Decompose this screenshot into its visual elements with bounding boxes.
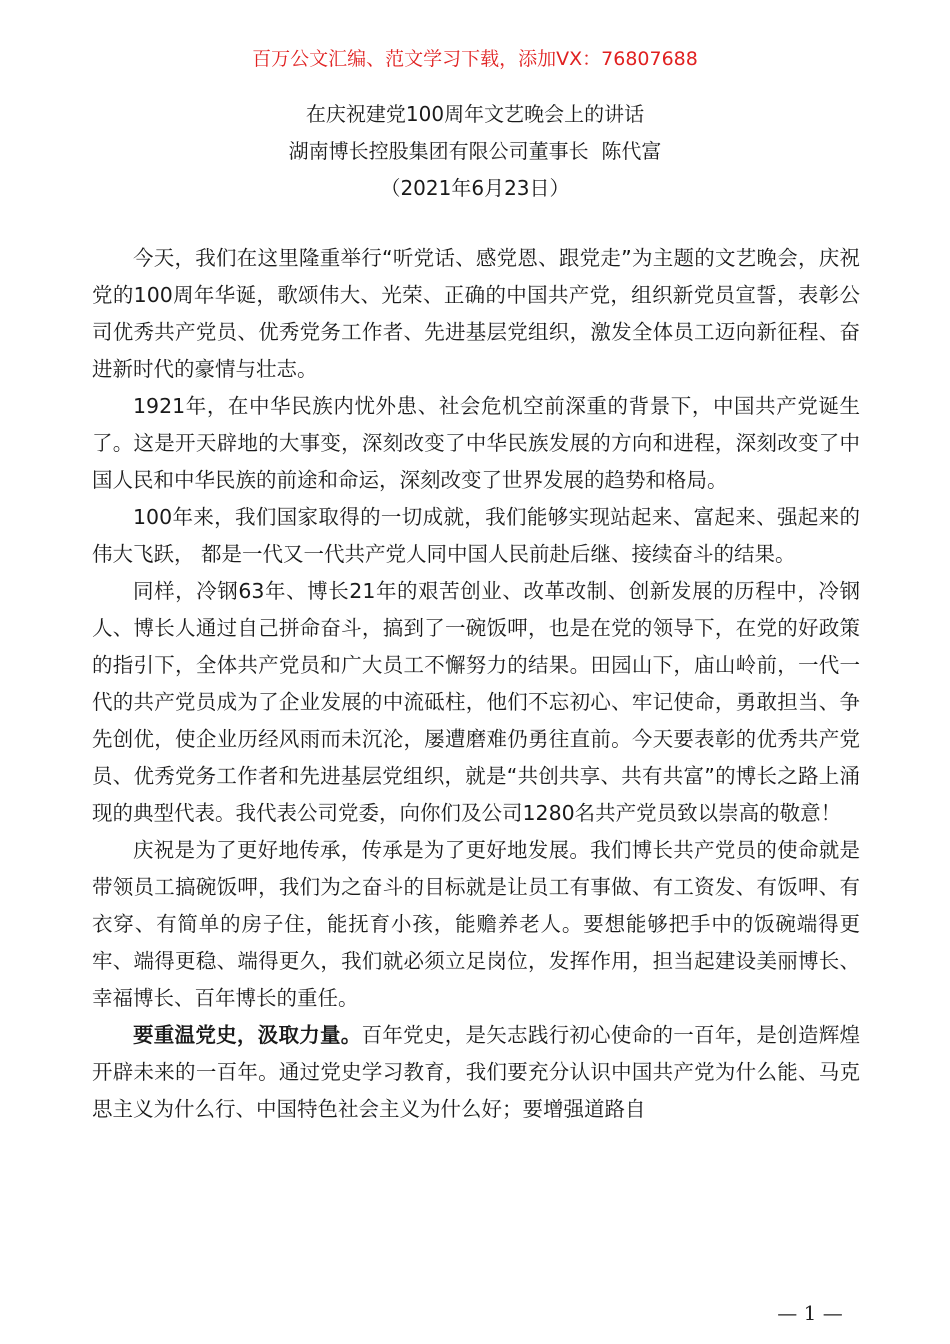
speaker-line: 湖南博长控股集团有限公司董事长 陈代富 [288, 139, 662, 163]
paragraph-last [92, 1017, 860, 1128]
page-number: — 1 — [777, 1301, 843, 1325]
paragraph: 庆祝是为了更好地传承，传承是为了更好地发展。我们博长共产党员的使命就是带领员工搞碗饭呷，我们为之奋斗的目标就是让员工有事做、有工资发、有饭呷、有衣穿、有简单的房子住，能抚育小孩，能赡养老人。要想能够把手中的饭碗端得更牢、端得更稳、端得更久，我们就必须立足岗位，发挥作用，担当起建设美丽博长、幸福博长、百年博长的重任。 [92, 838, 860, 1010]
speech-date: （2021年6月23日） [380, 176, 570, 200]
section-heading: 要重温党史，汲取力量。 [133, 1023, 362, 1047]
paragraph-text: 百年党史，是矢志践行初心使命的一百年，是创造辉煌开辟未来的一百年。通过党史学习教育，我们要充分认识中国共产党为什么能、马克思主义为什么行、中国特色社会主义为什么好；要增强道路自 [92, 1023, 861, 1121]
promo-banner: 百万公文汇编、范文学习下载，添加VX：76807688 [252, 48, 698, 70]
paragraph: 今天，我们在这里隆重举行“听党话、感党恩、跟党走”为主题的文艺晚会，庆祝党的100周年华诞，歌颂伟大、光荣、正确的中国共产党，组织新党员宣誓，表彰公司优秀共产党员、优秀党务工作者、先进基层党组织，激发全体员工迈向新征程、奋进新时代的豪情与壮志。 [92, 246, 860, 381]
paragraph: 100年来，我们国家取得的一切成就，我们能够实现站起来、富起来、强起来的伟大飞跃， 都是一代又一代共产党人同中国人民前赴后继、接续奋斗的结果。 [92, 505, 860, 566]
document-header [0, 96, 950, 207]
speech-body [92, 240, 860, 1128]
speech-title: 在庆祝建党100周年文艺晚会上的讲话 [305, 102, 645, 126]
paragraph: 同样，冷钢63年、博长21年的艰苦创业、改革改制、创新发展的历程中，冷钢人、博长人通过自己拼命奋斗，搞到了一碗饭呷，也是在党的领导下，在党的好政策的指引下，全体共产党员和广大员工不懈努力的结果。田园山下，庙山岭前，一代一代的共产党员成为了企业发展的中流砥柱，他们不忘初心、牢记使命，勇敢担当、争先创优，使企业历经风雨而未沉沦，屡遭磨难仍勇往直前。今天要表彰的优秀共产党员、优秀党务工作者和先进基层党组织，就是“共创共享、共有共富”的博长之路上涌现的典型代表。我代表公司党委，向你们及公司1280名共产党员致以崇高的敬意！ [92, 579, 860, 825]
paragraph: 1921年，在中华民族内忧外患、社会危机空前深重的背景下，中国共产党诞生了。这是开天辟地的大事变，深刻改变了中华民族发展的方向和进程，深刻改变了中国人民和中华民族的前途和命运，深刻改变了世界发展的趋势和格局。 [92, 394, 860, 492]
